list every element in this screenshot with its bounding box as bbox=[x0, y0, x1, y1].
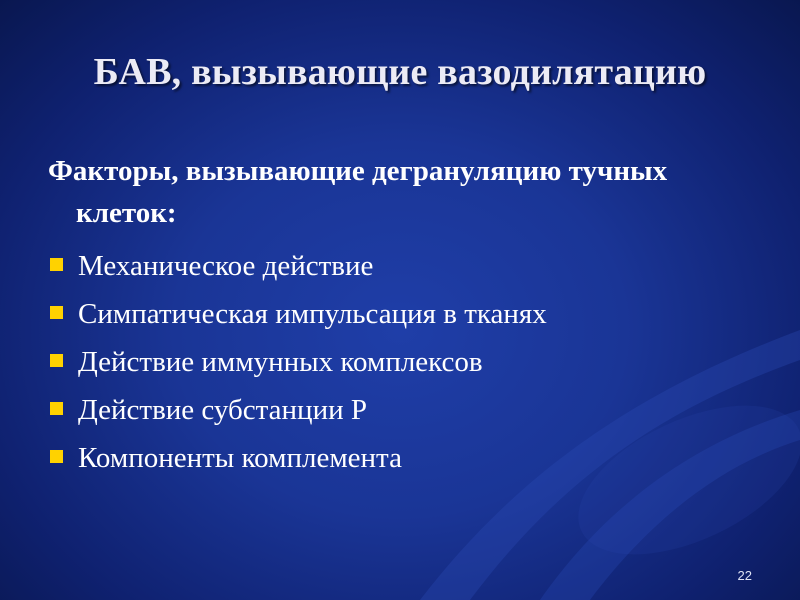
square-bullet-icon bbox=[50, 402, 63, 415]
list-item bbox=[48, 386, 547, 434]
square-bullet-icon bbox=[50, 258, 63, 271]
list-item-text: Компоненты комплемента bbox=[78, 442, 402, 474]
list-item bbox=[48, 338, 547, 386]
page-number: 22 bbox=[737, 568, 752, 583]
square-bullet-icon bbox=[50, 306, 63, 319]
list-item bbox=[48, 434, 547, 482]
list-item-text: Механическое действие bbox=[78, 250, 374, 282]
list-item-text: Действие иммунных комплексов bbox=[78, 346, 483, 378]
list-item-text: Симпатическая импульсация в тканях bbox=[78, 298, 547, 330]
bullet-list bbox=[48, 242, 547, 482]
square-bullet-icon bbox=[50, 354, 63, 367]
square-bullet-icon bbox=[50, 450, 63, 463]
list-item bbox=[48, 290, 547, 338]
section-heading: Факторы, вызывающие дегрануляцию тучных клеток: bbox=[48, 155, 668, 229]
list-item bbox=[48, 242, 547, 290]
list-item-text: Действие субстанции Р bbox=[78, 394, 367, 426]
slide-title: БАВ, вызывающие вазодилятацию bbox=[93, 51, 707, 93]
